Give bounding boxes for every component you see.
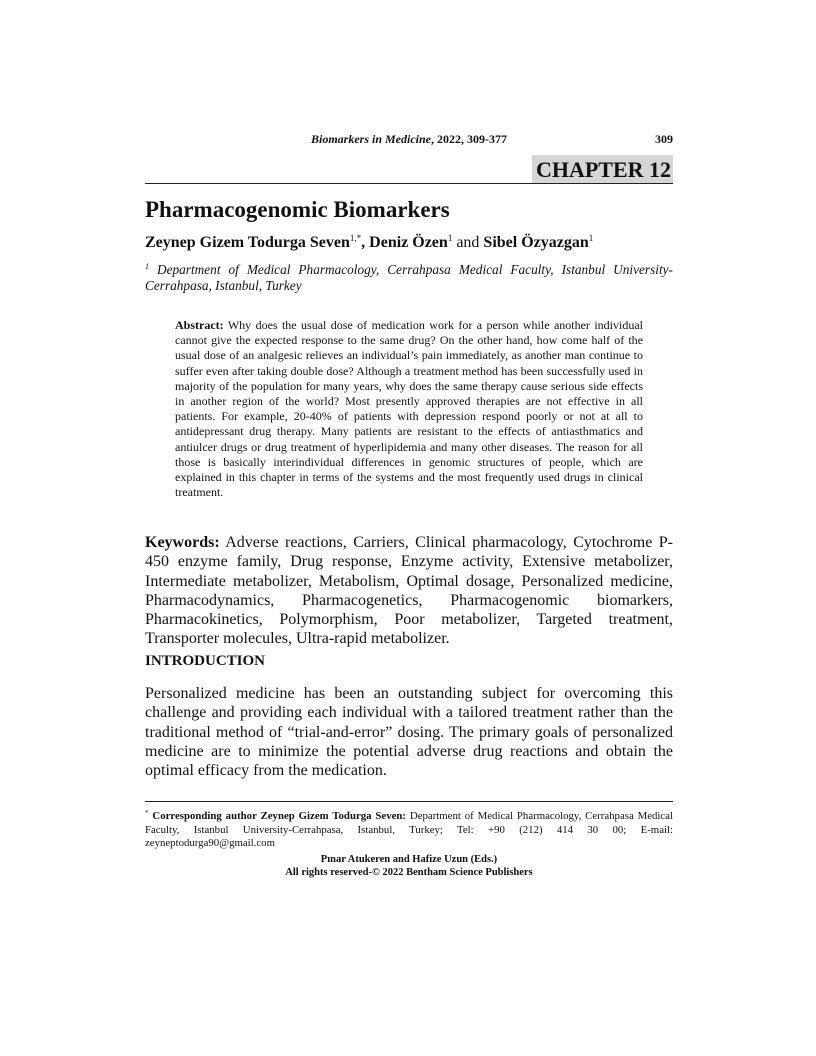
chapter-label: CHAPTER 12 [532,155,673,183]
author-list [145,233,593,252]
chapter-title: Pharmacogenomic Biomarkers [145,197,450,222]
abstract [175,318,643,500]
author-affiliation-mark: 1 [588,233,594,243]
editors-line: Pınar Atukeren and Hafize Uzun (Eds.) [320,854,498,865]
running-header [145,132,673,148]
keywords-text: Adverse reactions, Carriers, Clinical pharmacology, Cytochrome P-450 enzyme family, Drug response, Enzyme activity, Extensive metabolizer, Intermediate metabolizer, Metabolism, Optimal dosage, Personalized medicine, Pharmacodynamics, Pharmacogenetics, Pharmacogenomic biomarkers, Pharmacokinetics, Polymorphism, Poor metabolizer, Targeted treatment, Transporter molecules, Ultra-rapid metabolizer. [145,534,673,648]
journal-citation [145,132,673,147]
author-separator: , [361,234,370,251]
footnote-text: Department of Medical Pharmacology, Cerrahpasa Medical Faculty, Istanbul University-Cerrahpasa, Istanbul, Turkey; Tel: +90 (212) 414 30 00; E-mail: zeyneptodurga90@gmail.com [145,810,673,849]
keywords [145,533,673,649]
footnote-mark: * [145,809,149,817]
abstract-text: Why does the usual dose of medication work for a person while another individual cannot give the expected response to the same drug? On the other hand, how come half of the usual dose of an analgesic relieves an individual’s pain immediately, as another man continue to suffer even after taking double dose? Although a treatment method has been successfully used in majority of the population for many years, why does the same therapy cause serious side effects in another region of the world? Most presently approved therapies are not effective in all patients. For example, 20-40% of patients with depression respond poorly or not at all to antidepressant drug therapy. Many patients are resistant to the effects of antiasthmatics and antiulcer drugs or drug treatment of hyperlipidemia and many other diseases. The reason for all those is basically interindividual differences in genomic structures of people, which are explained in this chapter in terms of the systems and the most frequently used drugs in clinical treatment. [175,318,643,500]
intro-paragraph: Personalized medicine has been an outstanding subject for overcoming this challenge and providing each individual with a tailored treatment rather than the traditional method of “trial-and-error” dosing. The primary goals of personalized medicine are to minimize the potential adverse drug reactions and obtain the optimal efficacy from the medication. [145,685,673,780]
page-number: 309 [655,132,673,146]
publisher-footer [145,853,673,879]
footnote-label: Corresponding author Zeynep Gizem Todurga Seven: [148,810,407,822]
keywords-label: Keywords: [145,534,220,551]
author-name: Deniz Özen [369,234,448,251]
footnote [145,807,673,851]
affiliation [145,259,673,294]
abstract-label: Abstract: [175,318,224,332]
author-separator: and [452,234,484,251]
author-affiliation-mark: 1 [447,233,453,243]
author-name: Zeynep Gizem Todurga Seven [145,234,350,251]
footnote-rule [145,801,673,802]
section-heading: INTRODUCTION [145,653,266,669]
affiliation-text: Department of Medical Pharmacology, Cerrahpasa Medical Faculty, Istanbul University-Cerrahpasa, Istanbul, Turkey [145,262,673,293]
journal-year-pages: , 2022, 309-377 [431,132,507,146]
affiliation-mark: 1 [145,262,149,271]
author-name: Sibel Özyazgan [483,234,589,251]
rights-line: All rights reserved-© 2022 Bentham Science Publishers [285,867,533,878]
journal-name: Biomarkers in Medicine [310,132,431,146]
header-rule [145,183,673,184]
author-affiliation-mark: 1,* [349,233,362,243]
